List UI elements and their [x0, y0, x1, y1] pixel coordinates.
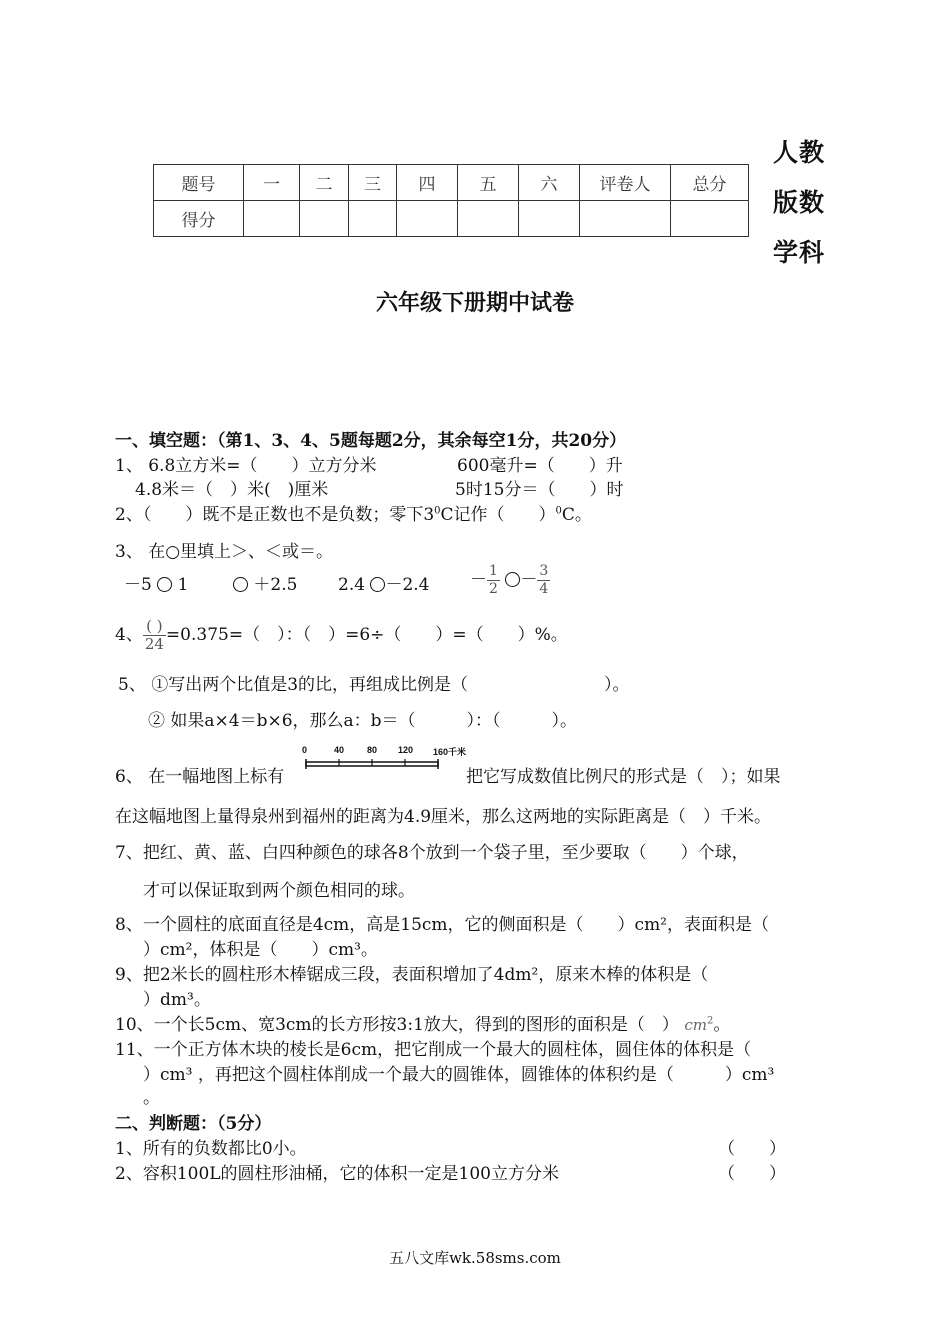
scale-label: 120	[398, 745, 414, 755]
score-input-cell[interactable]	[458, 201, 519, 237]
scale-label: 80	[367, 745, 378, 755]
question-10: 10、一个长5cm、宽3cm的长方形按3:1放大，得到的图形的面积是（ ） $cm^2$。	[115, 1015, 731, 1035]
table-cell: 总分	[671, 165, 749, 201]
question-8-line1: 8、一个圆柱的底面直径是4cm，高是15cm，它的侧面积是（ ）cm²，表面积是（	[115, 915, 770, 935]
table-cell: 三	[349, 165, 397, 201]
table-cell: 二	[300, 165, 349, 201]
score-input-cell[interactable]	[300, 201, 349, 237]
question-3: 3、 在○里填上＞、＜或＝。	[115, 542, 334, 562]
question-6-left: 6、 在一幅地图上标有	[115, 767, 285, 787]
score-table	[153, 164, 749, 237]
footer-watermark: 五八文库wk.58sms.com	[389, 1249, 561, 1267]
q3-item: －5	[124, 575, 152, 595]
q1a-left: 1、 6.8立方米=（ ）立方分米	[115, 456, 377, 476]
judge-item-text: 1、所有的负数都比0小。	[115, 1139, 307, 1159]
q3-compare-3	[338, 570, 430, 595]
q3-item: 1	[177, 575, 189, 595]
scale-label: 0	[302, 745, 308, 755]
exam-title: 六年级下册期中试卷	[375, 290, 574, 316]
question-11-line2: ）cm³ ，再把这个圆柱体削成一个最大的圆锥体，圆锥体的体积约是（ ）cm³	[143, 1065, 775, 1085]
question-9-line1: 9、把2米长的圆柱形木棒锯成三段，表面积增加了4dm²，原来木棒的体积是（	[115, 965, 709, 985]
side-title-line-2: 版数	[773, 188, 826, 217]
score-input-cell[interactable]	[580, 201, 671, 237]
question-5b: ② 如果a×4＝b×6，那么a：b＝（ ）：（ ）。	[148, 711, 578, 731]
question-11-line3: 。	[143, 1088, 160, 1108]
section1-heading: 一、填空题：（第1、3、4、5题每题2分，其余每空1分，共20分）	[115, 431, 627, 451]
scale-bar-icon	[305, 757, 439, 771]
question-2: 2、（ ）既不是正数也不是负数；零下$3^0C$记作（ ）$^0$C。	[115, 505, 592, 525]
score-table-header-row	[154, 165, 749, 201]
fraction: $\frac{( )}{24}$	[144, 617, 164, 653]
compare-circle-icon[interactable]	[505, 572, 520, 587]
compare-circle-icon[interactable]	[157, 577, 172, 592]
compare-circle-icon[interactable]	[370, 577, 385, 592]
q3-item: ＋2.5	[253, 575, 298, 595]
score-input-cell[interactable]	[519, 201, 580, 237]
judge-answer-blank[interactable]: （ ）	[718, 1164, 786, 1184]
question-6-right: 把它写成数值比例尺的形式是（ ）；如果	[466, 767, 781, 787]
q1a-right: 600毫升=（ ）升	[457, 456, 623, 476]
q3-item: －2.4	[385, 575, 430, 595]
q1b-right: 5时15分＝（ ）时	[455, 480, 624, 500]
q3-item: 2.4	[338, 575, 366, 595]
fraction: $\frac{1}{2}$	[489, 563, 498, 597]
section2-heading: 二、判断题：（5分）	[115, 1114, 272, 1134]
q3-compare-row	[124, 570, 188, 595]
side-title-line-3: 学科	[773, 238, 826, 267]
question-11-line1: 11、一个正方体木块的棱长是6cm，把它削成一个最大的圆柱体，圆住体的体积是（	[115, 1040, 752, 1060]
score-input-cell[interactable]	[397, 201, 458, 237]
question-4: 4、 $\frac{( )}{24}$ =0.375=（ ）：（ ）=6÷（ ）=（ ）%。	[115, 617, 568, 653]
q3-compare-2	[233, 570, 297, 595]
score-input-cell[interactable]	[244, 201, 300, 237]
table-cell: 得分	[154, 201, 244, 237]
fraction: $\frac{3}{4}$	[539, 563, 549, 597]
table-cell: 一	[244, 165, 300, 201]
question-7-line1: 7、把红、黄、蓝、白四种颜色的球各8个放到一个袋子里，至少要取（ ）个球，	[115, 843, 749, 863]
judge-item-text: 2、容积100L的圆柱形油桶，它的体积一定是100立方分米	[115, 1164, 559, 1184]
table-cell: 六	[519, 165, 580, 201]
scale-label: 40	[334, 745, 345, 755]
score-input-cell[interactable]	[671, 201, 749, 237]
judge-answer-blank[interactable]: （ ）	[718, 1139, 786, 1159]
question-6-line2: 在这幅地图上量得泉州到福州的距离为4.9厘米，那么这两地的实际距离是（ ）千米。	[115, 807, 772, 827]
question-7-line2: 才可以保证取到两个颜色相同的球。	[143, 881, 415, 901]
table-cell: 题号	[154, 165, 244, 201]
scale-label: 160千米	[433, 747, 467, 757]
side-title-line-1: 人教	[773, 138, 826, 167]
question-9-line2: ）dm³。	[143, 990, 211, 1010]
table-cell: 五	[458, 165, 519, 201]
score-table-score-row	[154, 201, 749, 237]
table-cell: 评卷人	[580, 165, 671, 201]
score-input-cell[interactable]	[349, 201, 397, 237]
q3-compare-4: － $\frac{1}{2}$ － $\frac{3}{4}$	[470, 563, 549, 597]
table-cell: 四	[397, 165, 458, 201]
question-8-line2: ）cm²，体积是（ ）cm³。	[143, 940, 378, 960]
question-5a: 5、 ①写出两个比值是3的比，再组成比例是（ ）。	[118, 675, 630, 695]
q1b-left: 4.8米＝（ ）米( )厘米	[135, 480, 329, 500]
compare-circle-icon[interactable]	[233, 577, 248, 592]
